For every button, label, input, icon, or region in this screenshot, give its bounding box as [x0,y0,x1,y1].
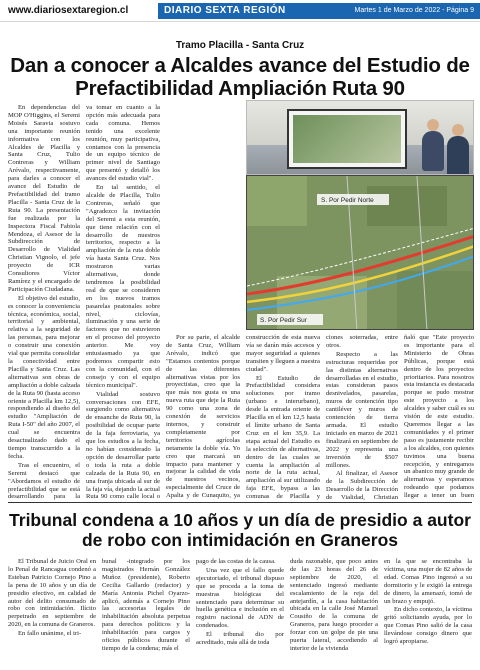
article2-column-1 [8,558,96,668]
map-graphic [247,176,474,330]
article1-column-6 [404,334,474,500]
article1-headline: Dan a conocer a Alcaldes avance del Estudio de Prefactibilidad Ampliación Ruta 90 [10,54,470,100]
article1-column-3 [166,334,240,500]
section-divider [8,502,472,503]
publication-name: DIARIO SEXTA REGIÓN [164,5,286,16]
article1-column-1 [8,104,80,500]
person-figure [422,131,444,171]
article1-kicker: Tramo Placilla - Santa Cruz [175,40,305,51]
paragraph: ñaló que "Este proyecto es importante para el Ministerio de Obras Públicas, porque está dentro de los proyectos prioritarios. Para nosotros esta instancia es destacada porque se pudo mostrar este proyecto a los alcaldes y saber cuál es su visión de este estudio. Queremos llegar a las comunidades y el primer paso es justamente recibir a los alcaldes, con quienes tuvimos una buena recepción, y entregamos un abanico muy grande de alternativas y esperamos rodeando que podamos llegar a tener un buen [404,334,474,500]
article1-column-2b [166,104,240,330]
article2-column-2 [102,558,190,668]
paragraph: En fallo unánime, el tri- [18,630,82,638]
paragraph: El Estudio de Prefactibilidad considera soluciones por tramo (urbano e interurbano), desde la entrada oriente de Placilla en el km 12,5 hasta el límite urbano de Santa Cruz en el km 35,9. La etapa actual del Estudio es la selección de alternativas, dentro de las cuales se cuenta la ampliación al norte de la ruta actual, ampliación al sur utilizando faja EFE, bypass a las comunas de Placilla y [246,374,320,500]
map-label-top: S. Por Pedir Norte [321,197,374,204]
newspaper-header [0,0,480,22]
map-label-bottom: S. Por Pedir Sur [260,317,307,324]
article2-column-4 [290,558,378,668]
paragraph: Al finalizar, el Asesor de la Subdirección de Desarrollo de la Dirección de Vialidad, Christian [326,470,398,500]
paragraph: en la que se encontraba la víctima, una mujer de 82 años de edad. Comas Pino ingresó a su dormitorio y le exigió la entrega de dinero, la amenazó, tomó de un brazo y empujó. [384,558,472,605]
projection-screen [287,109,407,169]
paragraph: pago de las costas de la causa. [196,558,276,565]
paragraph: Respecto a las estructuras requeridas por las distintas alternativas desarrolladas en el estudio, estas consideran pasos desnivelados, pasarelas, muros de contención tipo cantiléver y muros de contención de tierra armada. El estudio iniciado en marzo de 2021 finalizará en septiembre de 2022 y representa una inversión de $507 millones. [326,350,398,469]
paragraph: construcción de esta nueva vía se darán más accesos y mayor seguridad a quienes transiten y lleguen a nuestra ciudad". [246,334,320,373]
paragraph: duda razonable, que poco antes de las 23 horas del 26 de septiembre de 2020, el sentenciado ingresó mediante escalamiento de la reja del antejardín, a la casa habitación ubicada en la calle José Manuel Cousiño de la comuna de Graneros, para luego proceder a forzar con un golpe de pie una puerta lateral, accediendo al interior de la vivienda [290,558,378,652]
paragraph: Vialidad sostuvo conversaciones con EFE, surgiendo como alternativa de ensanche de Ruta 90, la posibilidad de ocupar parte de la faja ferroviaria, ya que los estudios a la fecha, no habían considerado la opción de desarrollar parte o toda la ruta a doble calzada de la Ruta 90, en una franja ubicada al sur de la faja vía, dejando la actual Ruta 90 como calle local o [86,390,160,500]
paragraph: Una vez que el fallo quede ejecutoriado, el tribunal dispuso que se proceda a la toma de muestras biológicas del sentenciado para determinar su huella genética e inclusión en el registro nacional de ADN de condenados. [196,566,284,630]
article1-column-5 [326,334,398,500]
paragraph: En tal sentido, el alcalde de Placilla, Tulio Contreras, señaló que "Agradezco la invitación del Seremi a esta reunión, que tiene relación con el desarrollo de nuestros territorios, respecto a la ampliación de la ruta doble vía hasta Santa Cruz. Nos mostraron varias alternativas, donde tendremos la posibilidad real de que se consideren en los nuevos tramos pasarelas peatonales sobre nivel, ciclovías, iluminación y una serie de factores que no estuvieron en el proceso del proyecto anterior. Me voy entusiasmado ya que podremos compartir esto con la comunidad, con el consejo y con el equipo técnico municipal". [86,184,160,389]
article1-column-4 [246,334,320,500]
article2-headline: Tribunal condena a 10 años y un día de presidio a autor de robo con intimidación en Graneros [9,510,471,550]
article2-column-3 [196,558,284,668]
site-url[interactable]: www.diariosextaregion.cl [8,5,129,16]
paragraph: El tribunal dio por acreditado, más allá de toda [196,631,284,647]
paragraph: va tomar en cuanto a la opción más adecuada para cada comuna. Hemos tenido una excelente reunión, muy participativa, contamos con la presencia de un equipo técnico de primer nivel de Santiago que presentó y detalló los avances del estudio vial". [86,104,160,183]
paragraph: El Tribunal de Juicio Oral en lo Penal de Rancagua condenó a Esteban Patricio Cornejo Pino a la pena de 10 años y un día de presidio efectivo, en calidad de autor del delito consumado de robo con intimidación. Ilícito perpetrado en septiembre de 2020, en la comuna de Graneros. [8,558,96,629]
paragraph: En dependencias del MOP O'Higgins, el Seremi Moisés Saravia sostuvo una importante reunión informativa con los Alcaldes de Placilla y Santa Cruz, Tulio Contreras y William Arévalo, respectivamente, para darles a conocer el avance del Estudio de Prefactibilidad del tramo Placilla - Santa Cruz de la Ruta 90. La presentación fue realizada por la Inspectora Fiscal Fabiola Mendoza, el Asesor de la Subdirección de Desarrollo de Vialidad Christian Vignolo, el jefe proyecto de ICR Consultores Víctor Ramírez y el encargado de Participación Ciudadana. [8,104,80,293]
paragraph: El objetivo del estudio, es conocer la conveniencia técnica, económica, social, territorial y ambiental, relativa a la seguridad de las personas, para mejorar o construir una conexión vial que permita consolidar la conectividad entre Placilla y Santa Cruz. Las alternativas son obras de ampliación a doble calzada de la Ruta 90 (hasta acceso oriente a Placilla km 12,5), respondiendo al diseño del estudio "Ampliación de Ruta I-50" del año 2007, el cual se encuentra desactualizado dado el tiempo transcurrido a la fecha. [8,294,80,460]
paragraph: En dicho contexto, la víctima gritó solicitando ayuda, por lo que Comas Pino salió de la casa llevándose consigo dinero que logró apropiarse. [384,606,472,646]
paragraph: Tras el encuentro, el Seremi destacó que "Abordamos el estudio de prefactibilidad que se está desarrollando para la [8,461,80,500]
date-page: Martes 1 de Marzo de 2022 - Página 9 [354,7,474,14]
article1-column-2 [86,104,160,500]
paragraph: bunal -integrado por los magistrados Hernán González Muñoz (presidente), Roberto Cecilia Gallardo (redactor) y María Antonia Pichel Oyarzo- aplicó, además a Cornejo Pino las accesorias legales de inhabilitación absoluta perpetua para derechos políticos y la inhabilitación para cargos y oficios públicos durante el tiempo de la condena; más el [102,558,190,652]
paragraph: ciones soterradas, entre otros. [326,334,398,349]
publication-bar [158,3,480,19]
meeting-photo [246,100,474,175]
paragraph: Por su parte, el alcalde de Santa Cruz, William Arévalo, indicó que "Estamos contentos porque de las diferentes alternativas vistas por los proyectistas, creo que la que más nos gusta es una nueva ruta que deje la Ruta 90 como una zona de conexión de servicios internos, y construir completamente por territorios agrícolas netamente la doble vía. Yo creo que marcará un impacto para mantener y mejorar la calidad de vida de nuestros vecinos, especialmente del Cruce de Apalta y de Cunaquito, ya [166,334,240,500]
route-map [246,175,474,330]
person-figure [447,136,469,175]
article2-column-5 [384,558,472,668]
